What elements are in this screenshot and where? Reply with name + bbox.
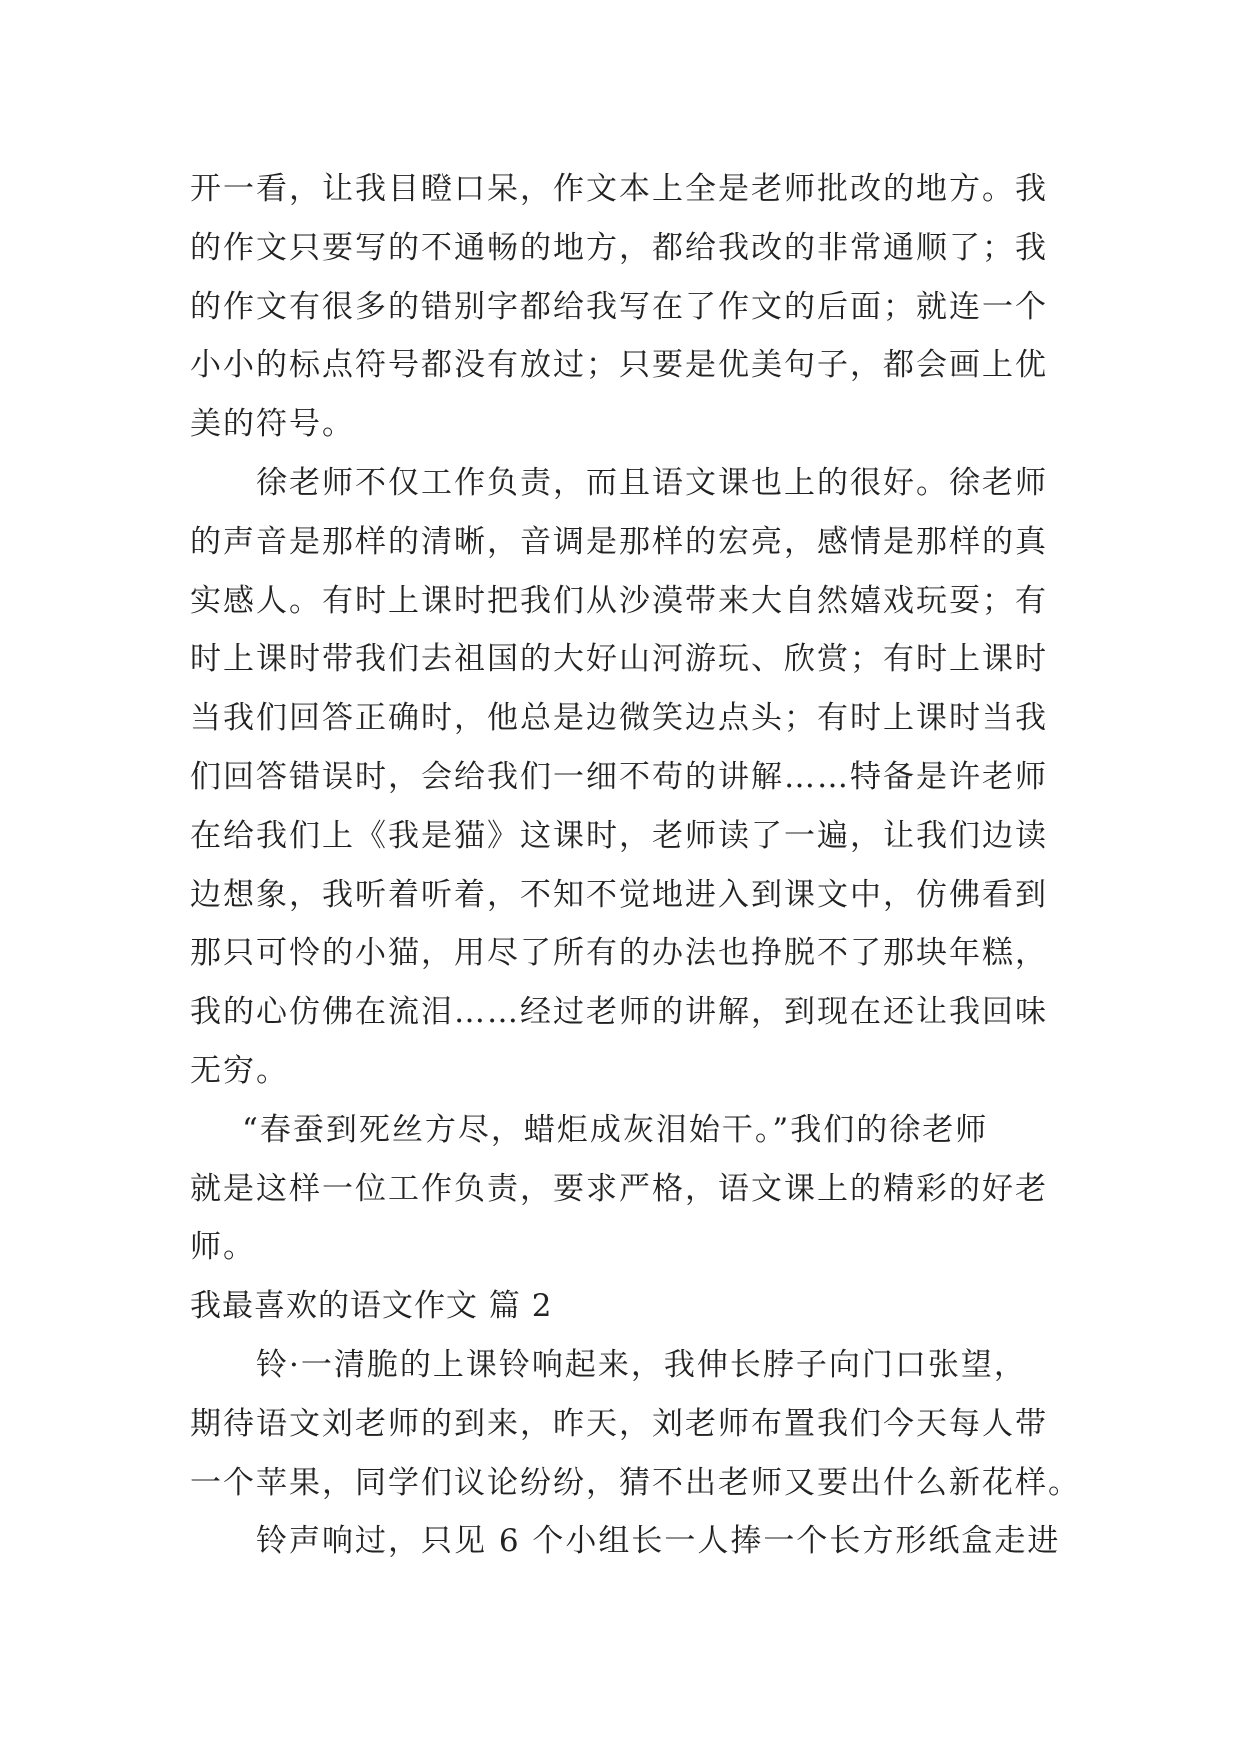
paragraph-line: 边想象，我听着听着，不知不觉地进入到课文中，仿佛看到 [190,876,1048,913]
paragraph-line: “春蚕到死丝方尽，蜡炬成灰泪始干。”我们的徐老师 [242,1111,989,1148]
paragraph-line: 一个苹果，同学们议论纷纷，猜不出老师又要出什么新花样。 [190,1464,1081,1501]
paragraph-line: 的声音是那样的清晰，音调是那样的宏亮，感情是那样的真 [190,523,1048,560]
paragraph-line: 铃·一清脆的上课铃响起来，我伸长脖子向门口张望， [256,1346,1027,1383]
paragraph-line: 开一看，让我目瞪口呆，作文本上全是老师批改的地方。我 [190,171,1048,207]
paragraph-line: 我的心仿佛在流泪……经过老师的讲解，到现在还让我回味 [190,994,1048,1031]
paragraph-line: 实感人。有时上课时把我们从沙漠带来大自然嬉戏玩耍；有 [190,582,1048,619]
paragraph-line: 徐老师不仅工作负责，而且语文课也上的很好。徐老师 [256,464,1048,501]
paragraph-line: 在给我们上《我是猫》这课时，老师读了一遍，让我们边读 [190,817,1048,854]
paragraph-line: 就是这样一位工作负责，要求严格，语文课上的精彩的好老 [190,1170,1048,1207]
section-heading: 我最喜欢的语文作文 篇 2 [190,1288,553,1325]
paragraph-line: 的作文只要写的不通畅的地方，都给我改的非常通顺了；我 [190,229,1048,266]
paragraph-line: 的作文有很多的错别字都给我写在了作文的后面；就连一个 [190,288,1048,325]
paragraph-line: 师。 [190,1229,256,1266]
paragraph-line: 铃声响过，只见 6 个小组长一人捧一个长方形纸盒走进 [256,1523,1061,1560]
paragraph-line: 们回答错误时，会给我们一细不苟的讲解……特备是许老师 [190,758,1048,795]
paragraph-line: 小小的标点符号都没有放过；只要是优美句子，都会画上优 [190,347,1048,384]
paragraph-line: 无穷。 [190,1052,289,1089]
paragraph-line: 当我们回答正确时，他总是边微笑边点头；有时上课时当我 [190,700,1048,737]
paragraph-line: 美的符号。 [190,406,355,443]
paragraph-line: 时上课时带我们去祖国的大好山河游玩、欣赏；有时上课时 [190,641,1048,678]
document-body [190,160,1081,1571]
paragraph-line: 期待语文刘老师的到来，昨天，刘老师布置我们今天每人带 [190,1405,1048,1442]
paragraph-line: 那只可怜的小猫，用尽了所有的办法也挣脱不了那块年糕， [190,935,1048,972]
